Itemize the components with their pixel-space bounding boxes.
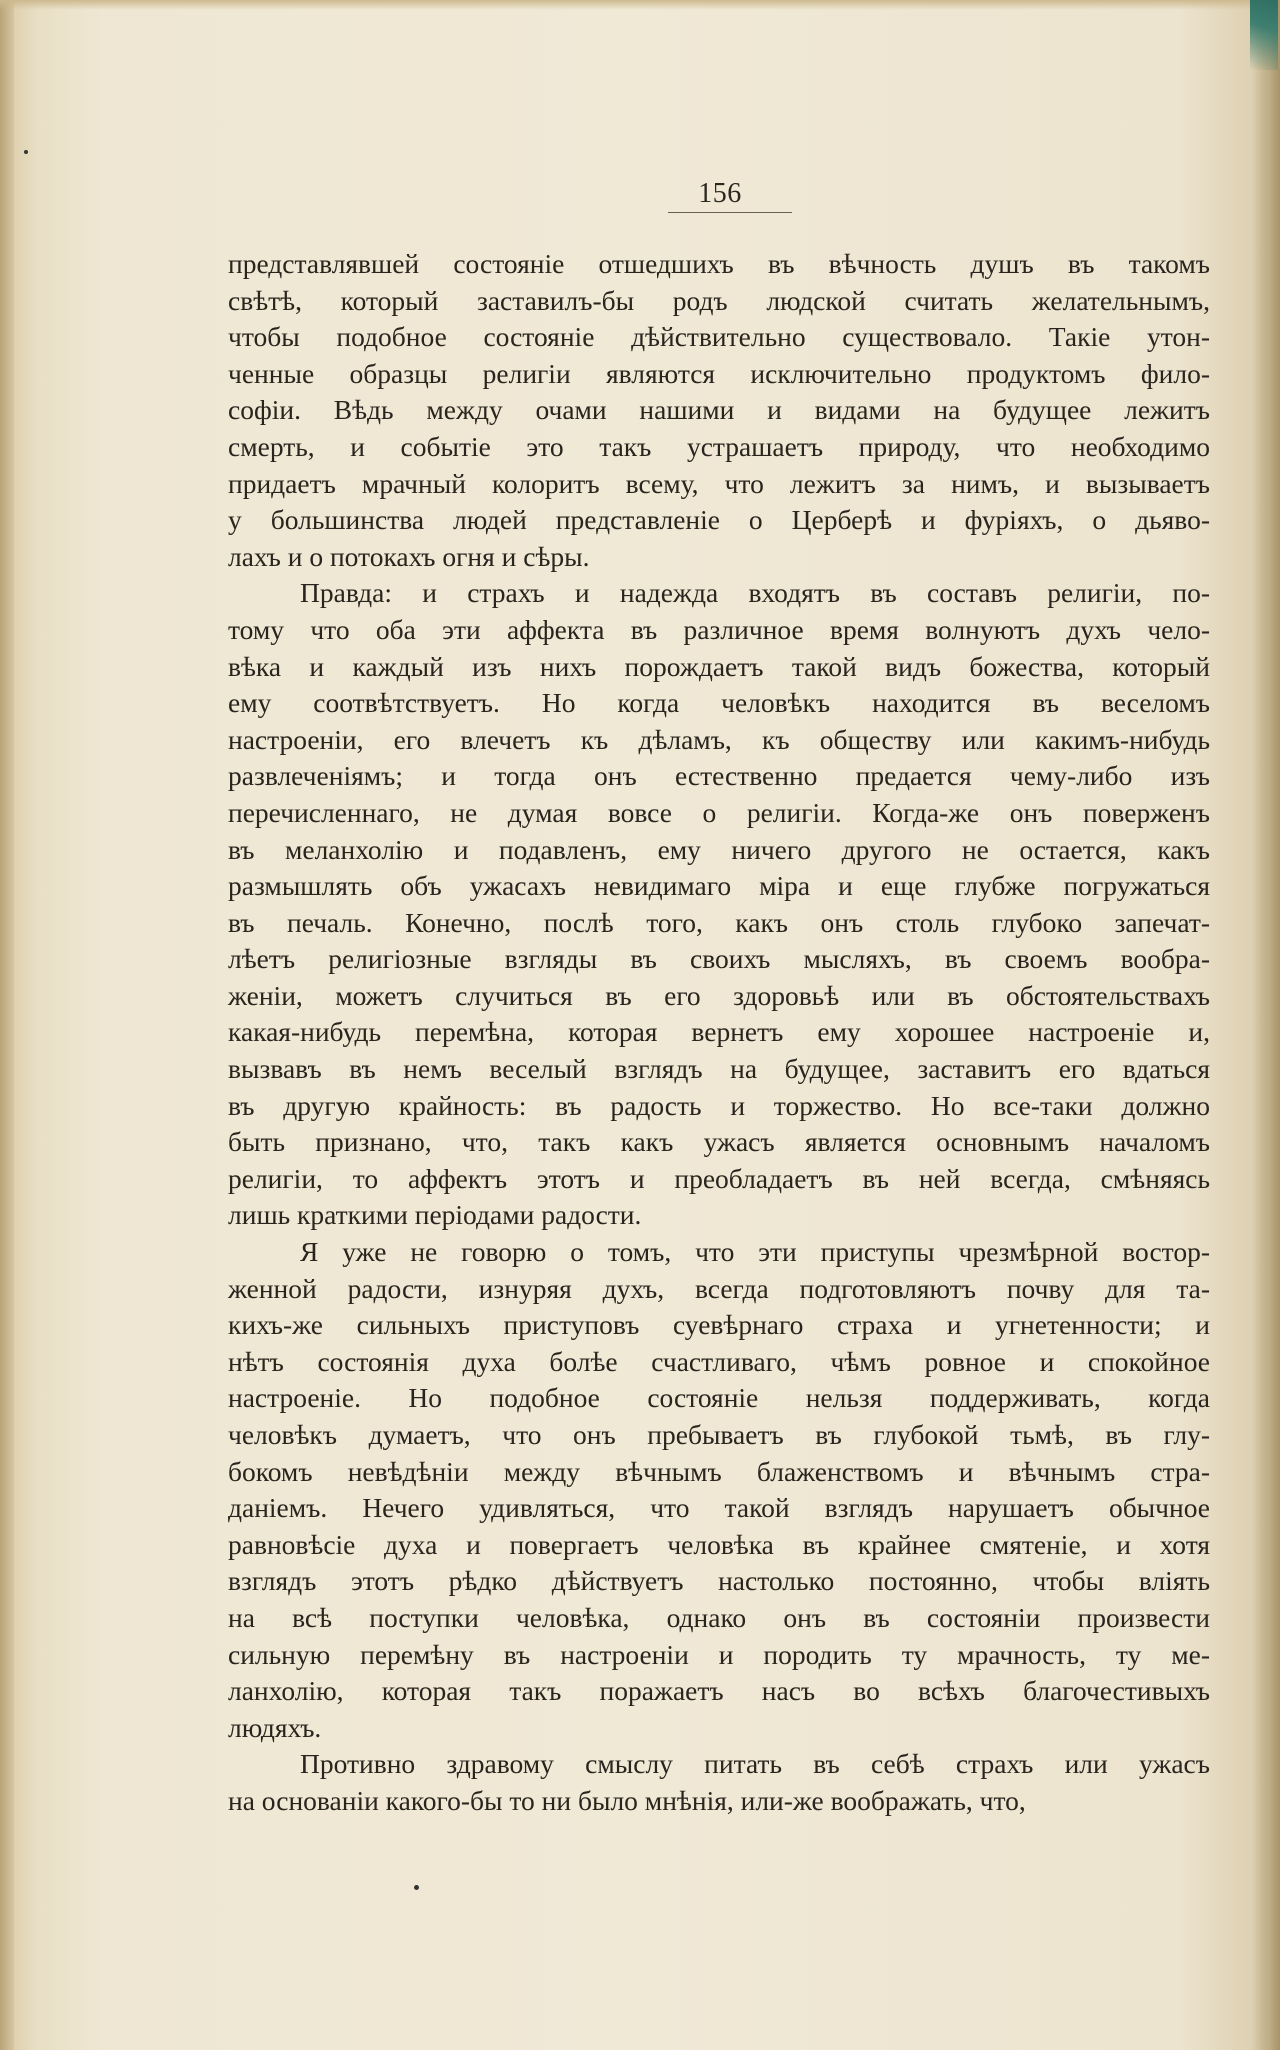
- text-line: женной радости, изнуряя духъ, всегда подготовляютъ почву для та-: [228, 1272, 1210, 1304]
- text-line: Я уже не говорю о томъ, что эти приступы чрезмѣрной востор-: [300, 1236, 1210, 1268]
- paragraph: [228, 1746, 1210, 1819]
- text-line: ланхолію, которая такъ поражаетъ насъ во всѣхъ благочестивыхъ: [228, 1675, 1210, 1707]
- text-line: смерть, и событіе это такъ устрашаетъ природу, что необходимо: [228, 430, 1210, 462]
- corner-stain: [1250, 0, 1278, 70]
- text-line: ченные образцы религіи являются исключительно продуктомъ фило-: [228, 357, 1210, 389]
- text-line: въ другую крайность: въ радость и торжество. Но все-таки должно: [228, 1089, 1210, 1121]
- text-line: Противно здравому смыслу питать въ себѣ страхъ или ужасъ: [300, 1748, 1210, 1780]
- text-line: даніемъ. Нечего удивляться, что такой взглядъ нарушаетъ обычное: [228, 1492, 1210, 1524]
- text-line: человѣкъ думаетъ, что онъ пребываетъ въ глубокой тьмѣ, въ глу-: [228, 1419, 1210, 1450]
- text-line: въ меланхолію и подавленъ, ему ничего другого не остается, какъ: [228, 833, 1210, 865]
- text-line: тому что оба эти аффекта въ различное время волнуютъ духъ чело-: [228, 613, 1210, 645]
- text-line: перечисленнаго, не думая вовсе о религіи. Когда-же онъ поверженъ: [228, 796, 1210, 828]
- text-line: въ печаль. Конечно, послѣ того, какъ онъ столь глубоко запечат-: [228, 906, 1210, 938]
- text-line: вызвавъ въ немъ веселый взглядъ на будущее, заставитъ его вдаться: [228, 1053, 1210, 1085]
- text-line: лишь краткими періодами радости.: [228, 1199, 642, 1231]
- text-line: у большинства людей представленіе о Церберѣ и фуріяхъ, о дьяво-: [228, 504, 1210, 536]
- page-left-edge: [0, 0, 14, 2050]
- text-line: равновѣсіе духа и повергаетъ человѣка въ крайнее смятеніе, и хотя: [228, 1528, 1210, 1560]
- text-line: людяхъ.: [228, 1711, 322, 1743]
- ink-speck: [24, 150, 28, 154]
- text-line: развлеченіямъ; и тогда онъ естественно предается чему-либо изъ: [228, 760, 1210, 792]
- text-line: настроеніе. Но подобное состояніе нельзя поддерживать, когда: [228, 1382, 1210, 1414]
- paragraph: [228, 246, 1210, 575]
- text-line: настроеніи, его влечетъ къ дѣламъ, къ обществу или какимъ-нибудь: [228, 723, 1210, 755]
- text-line: размышлять объ ужасахъ невидимаго міра и еще глубже погружаться: [228, 870, 1210, 902]
- text-line: софіи. Вѣдь между очами нашими и видами на будущее лежитъ: [228, 394, 1210, 426]
- page-number-rule: [668, 212, 792, 213]
- text-line: кихъ-же сильныхъ приступовъ суевѣрнаго страха и угнетенности; и: [228, 1309, 1210, 1341]
- text-line: вѣка и каждый изъ нихъ порождаетъ такой видъ божества, который: [228, 650, 1210, 682]
- paragraph: [228, 575, 1210, 1234]
- text-line: нѣтъ состоянія духа болѣе счастливаго, чѣмъ ровное и спокойное: [228, 1345, 1210, 1377]
- text-line: бокомъ невѣдѣніи между вѣчнымъ блаженствомъ и вѣчнымъ стра-: [228, 1455, 1210, 1487]
- text-line: представлявшей состояніе отшедшихъ въ вѣчность душъ въ такомъ: [228, 248, 1210, 279]
- page-top-edge: [0, 0, 1280, 10]
- page-number: 156: [698, 178, 742, 209]
- text-line: сильную перемѣну въ настроеніи и породить ту мрачность, ту ме-: [228, 1638, 1210, 1670]
- text-line: придаетъ мрачный колоритъ всему, что лежитъ за нимъ, и вызываетъ: [228, 467, 1210, 499]
- paragraph: [228, 1234, 1210, 1746]
- ink-speck: [414, 1885, 419, 1890]
- text-line: женіи, можетъ случиться въ его здоровьѣ или въ обстоятельствахъ: [228, 979, 1210, 1011]
- page-right-edge: [1252, 0, 1280, 2050]
- text-line: чтобы подобное состояніе дѣйствительно существовало. Такіе утон-: [228, 321, 1210, 353]
- text-line: быть признано, что, такъ какъ ужасъ является основнымъ началомъ: [228, 1126, 1210, 1158]
- text-line: свѣтѣ, который заставилъ-бы родъ людской считать желательнымъ,: [228, 284, 1210, 316]
- text-line: на основаніи какого-бы то ни было мнѣнія, или-же воображать, что,: [228, 1784, 1026, 1816]
- text-line: лѣетъ религіозные взгляды въ своихъ мысляхъ, въ своемъ вообра-: [228, 943, 1210, 975]
- text-line: религіи, то аффектъ этотъ и преобладаетъ въ ней всегда, смѣняясь: [228, 1162, 1210, 1194]
- text-line: взглядъ этотъ рѣдко дѣйствуетъ настолько постоянно, чтобы вліять: [228, 1565, 1210, 1597]
- text-line: какая-нибудь перемѣна, которая вернетъ ему хорошее настроеніе и,: [228, 1016, 1210, 1048]
- body-text: [228, 246, 1210, 1820]
- text-line: на всѣ поступки человѣка, однако онъ въ состояніи произвести: [228, 1601, 1210, 1633]
- text-line: Правда: и страхъ и надежда входятъ въ составъ религіи, по-: [300, 577, 1210, 609]
- text-line: ему соотвѣтствуетъ. Но когда человѣкъ находится въ веселомъ: [228, 687, 1210, 719]
- text-line: лахъ и о потокахъ огня и сѣры.: [228, 540, 590, 572]
